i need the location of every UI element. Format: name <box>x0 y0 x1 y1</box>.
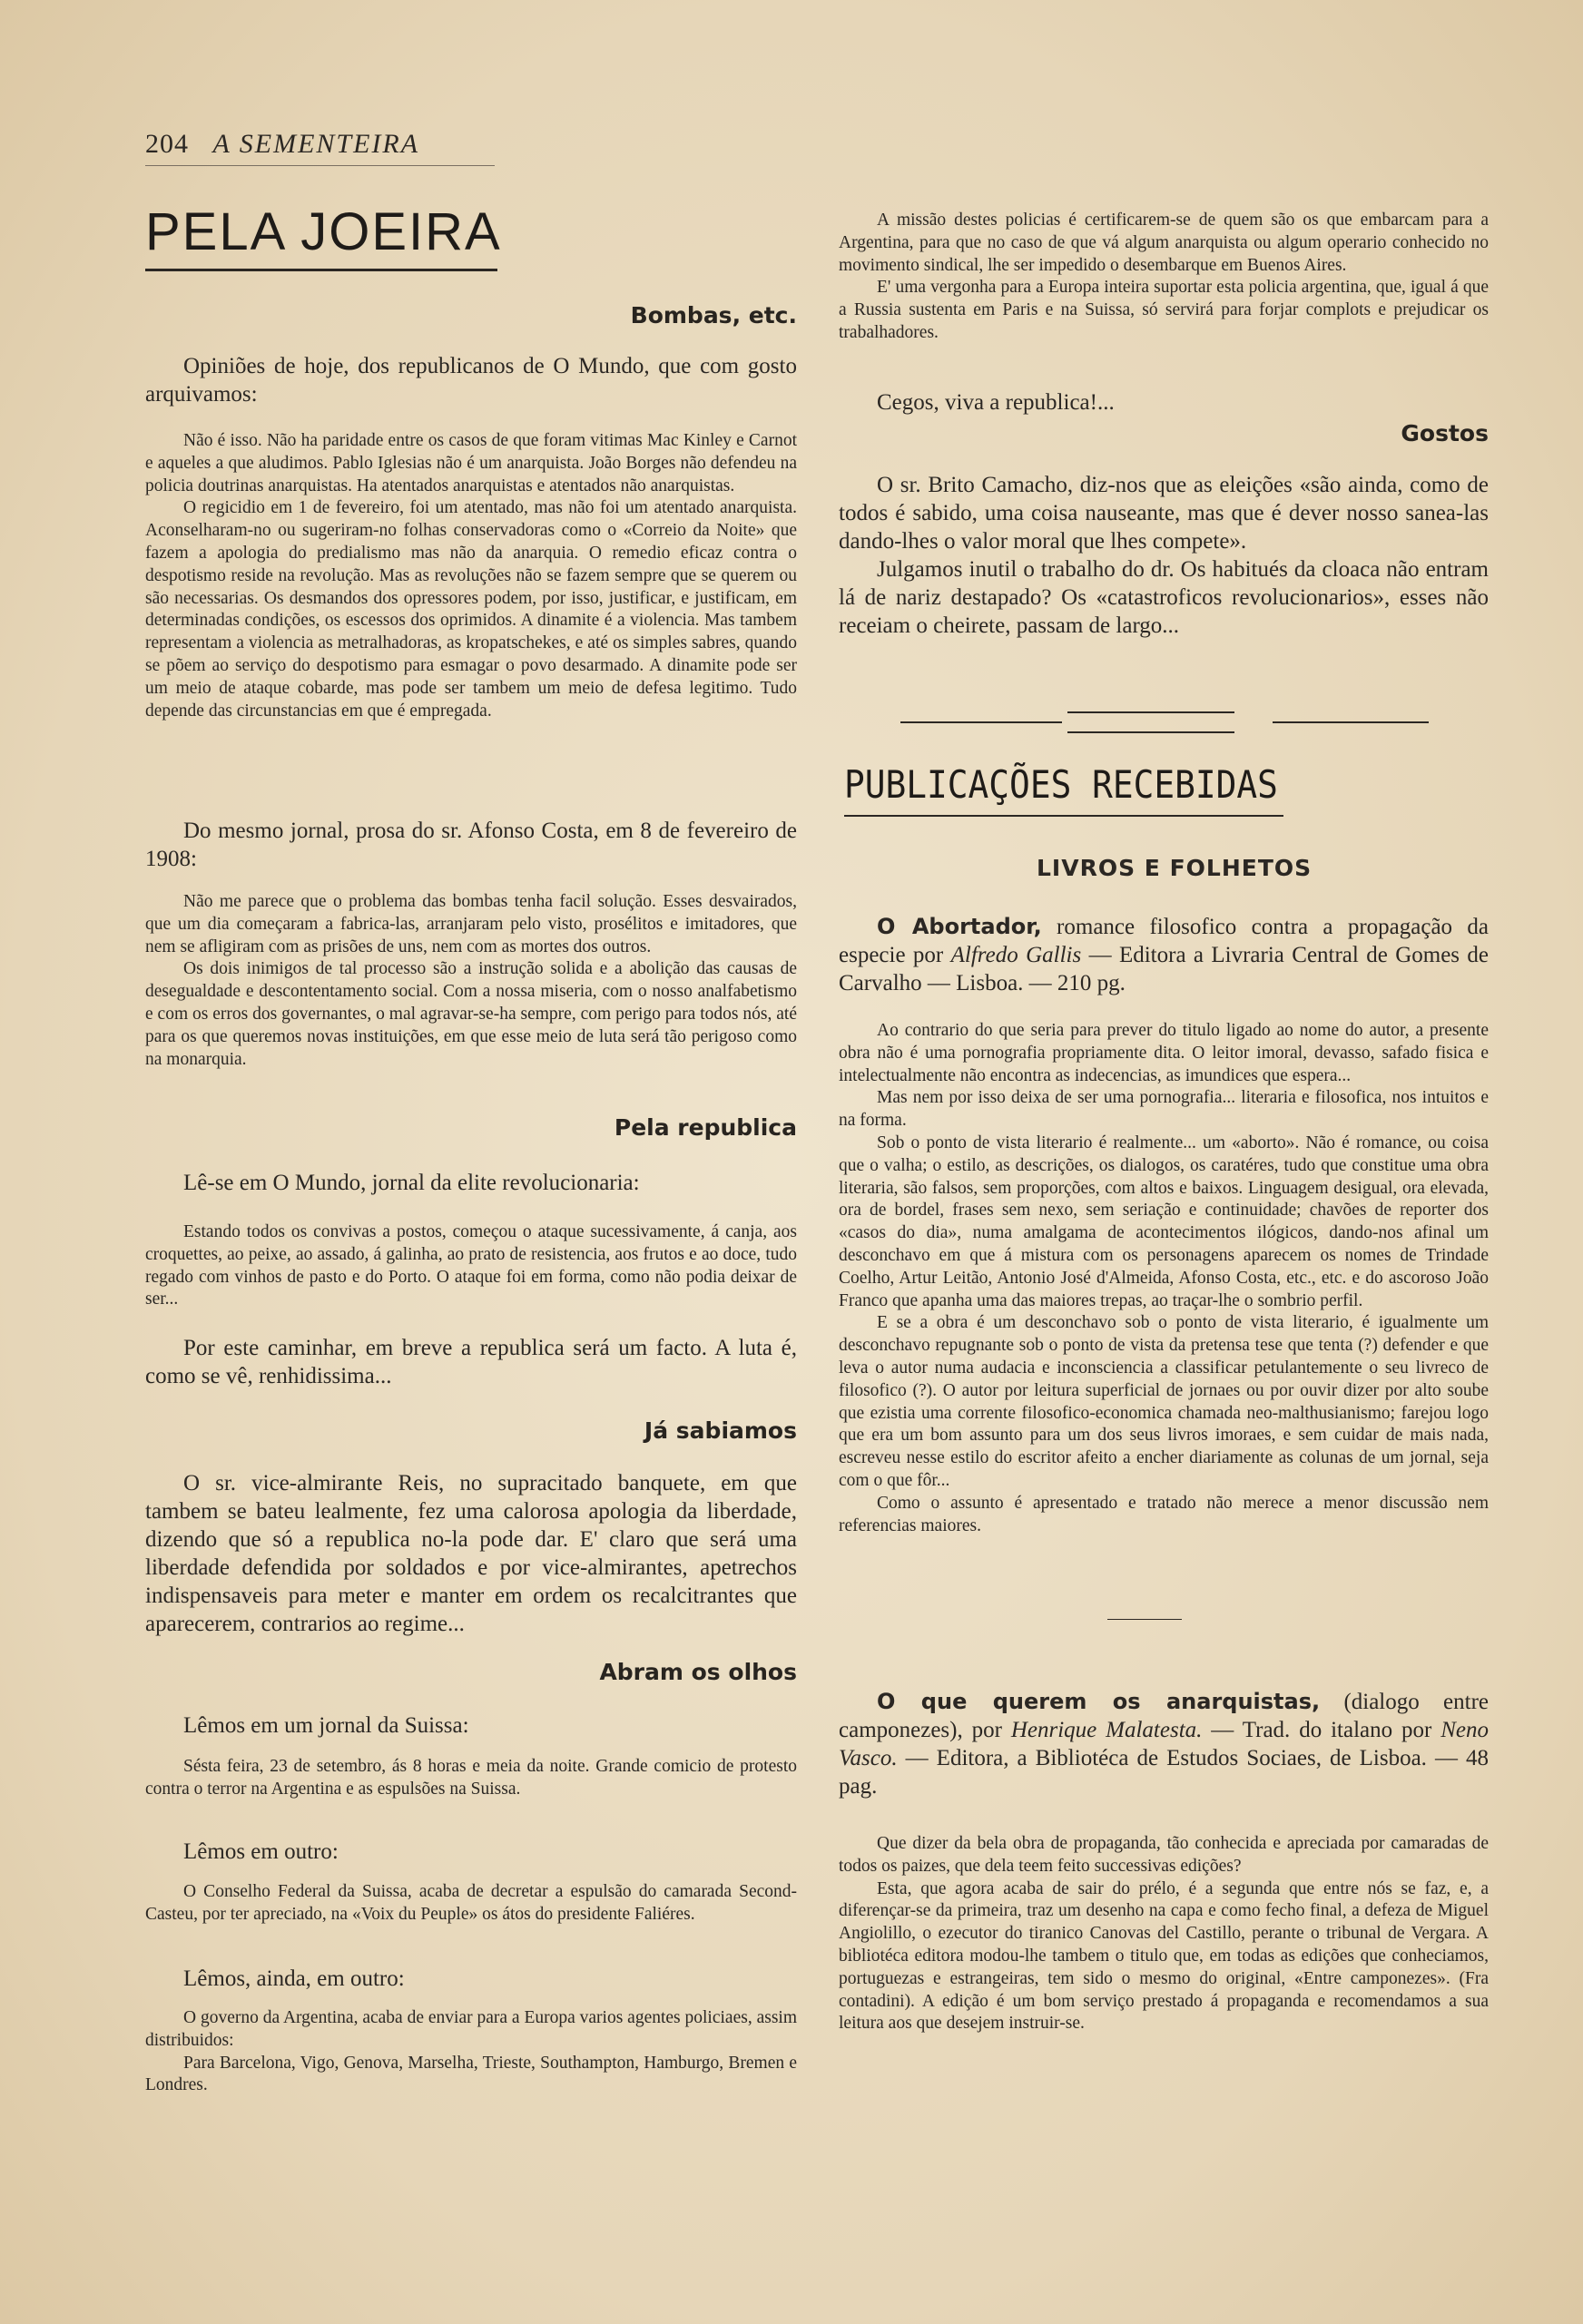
intro-ainda-outro: Lêmos, ainda, em outro: <box>183 1966 405 1991</box>
header-rule <box>145 165 495 166</box>
review-abortador: Ao contrario do que seria para prever do titulo ligado ao nome do autor, a presente obra não é uma pornografia propriamente dita. O leitor imoral, devasso, safado fisica e intelectualmente não encontra as indecencias, as imundices que espera... Mas nem por isso deixa de ser uma pornografia... literaria e filosofica, nos intuitos e na forma. Sob o ponto de vista literario é realmente... um «aborto». Não é romance, ou coisa que o valha; o estilo, as descrições, os dialogos, os caratéres, tudo que constitue uma obra literaria, são falsos, sem proporções, com altos e baixos. Linguagem desigual, ora elevada, ora de bordel, frases sem nexo, sem seriação e continuidade; chavões de reporter dos «casos do dia», numa amalgama de acontecimentos ilógicos, dando-nos afinal um desconchavo em que á mistura com os personagens aparecem os nomes de Trindade Coelho, Artur Leitão, Antonio José d'Almeida, Afonso Costa, etc., etc. e do ascoroso João Franco que apanha uma das maiores trepas, ao traçar-lhe o sombrio perfil. E se a obra é um desconchavo sob o ponto de vista literario, é igualmente um desconchavo repugnante sob o ponto de vista da pretensa tese que tenta (?) defender e que leva o autor numa audacia e inconsciencia a classificar petulantemente o seu livreco de filosofico (?). O autor por leitura superficial de jornaes ou por ouvir dizer por alto soube que ezistia uma corrente filosofico-economica chamada neo-malthusianismo; farejou logo que era um bom assunto para um dos seus livros imoraes, e sem cuidar de mais nada, escreveu nesse estilo do escritor afeito a encher diariamente as colunas de um jornal, seja com o que fôr... Como o assunto é apresentado e tratado não merece a menor discussão nem referencias maiores. <box>839 1021 1489 1535</box>
subheading-livros-folhetos: LIVROS E FOLHETOS <box>1037 855 1313 881</box>
quote-banquete: Estando todos os convivas a postos, começou o ataque sucessivamente, á canja, aos croquettes, ao peixe, ao assado, á galinha, ao prato de resistencia, aos frutos e ao doce, tudo regado com vinhos de pasto e do Porto. O ataque foi em forma, como não podia deixar de ser... <box>145 1222 797 1309</box>
short-rule <box>1107 1619 1182 1620</box>
heading-abram-os-olhos: Abram os olhos <box>599 1659 797 1685</box>
separator-bottom <box>1067 731 1234 733</box>
quote-argentina: O governo da Argentina, acaba de enviar para a Europa varios agentes policiaes, assim distribuidos: Para Barcelona, Vigo, Genova, Marselha, Trieste, Southampton, Hamburgo, Bremen e Londres. <box>145 2008 797 2095</box>
quote-bombas: Não é isso. Não ha paridade entre os casos de que foram vitimas Mac Kinley e Carnot e aqueles a que aludimos. Pablo Iglesias não é um anarquista. João Borges não defendeu na policia doutrinas anarquistas. Ha atentados anarquistas e atentados não anarquistas. O regicidio em 1 de fevereiro, foi um atentado, mas não foi um atentado anarquista. Aconselharam-no ou sugeriram-no folhas conservadoras como o «Correio da Noite» que fazem a apologia do predialismo mas não da anarquia. O remedio eficaz contra o despotismo reside na revolução. Mas as revoluções não se fazem sempre que se querem ou são necessarias. Os desmandos dos opressores podem, por isso, justificar, e justificam, em determinadas condições, os escessos dos oprimidos. A dinamite é a violencia. Mas tambem representam a violencia as metralhadoras, as kropatschekes, e até os simples sabres, quando se põem ao serviço do despotismo para esmagar o povo desarmado. A dinamite pode ser um meio de ataque cobarde, mas pode ser tambem um meio de defesa legitimo. Tudo depende das circunstancias em que é empregada. <box>145 431 797 721</box>
publication-title: A SEMENTEIRA <box>212 129 420 159</box>
title-rule-publicacoes <box>844 815 1283 817</box>
review-anarquistas: Que dizer da bela obra de propaganda, tão conhecida e apreciada por camaradas de todos os paizes, que dela teem feito successivas edições? Esta, que agora acaba de sair do prélo, é a segunda que entre nós se faz, e, a diferençar-se da primeira, traz um desenho na capa e como fecho final, a defeza de Miguel Angiolillo, o ezecutor do tiranico Canovas del Castillo, perante o tribunal de Vergara. A bibliotéca editora modou-lhe tambem o titulo que, em todas as edições que conheciamos, portuguezas e estrangeiras, tem sido o mesmo do original, «Entre camponezes». (Fra contadini). A edição é um bom serviço prestado á propaganda e recomendamos a sua leitura aos que desejem instruir-se. <box>839 1834 1489 2034</box>
title-rule <box>145 269 497 271</box>
page-header <box>145 129 419 160</box>
heading-ja-sabiamos: Já sabiamos <box>644 1417 797 1444</box>
heading-pela-republica: Pela republica <box>614 1114 797 1141</box>
separator-top <box>1067 711 1234 713</box>
intro-outro: Lêmos em outro: <box>183 1839 339 1864</box>
book-entry-anarquistas: O que querem os anarquistas, (dialogo entre camponezes), por Henrique Malatesta. — Trad. do italano por Neno Vasco. — Editora, a Bibliotéca de Estudos Sociaes, de Lisboa. — 48 pag. <box>839 1689 1490 1799</box>
intro-bombas: Opiniões de hoje, dos republicanos de O Mundo, que com gosto arquivamos: <box>145 354 797 407</box>
text-vice-almirante: O sr. vice-almirante Reis, no supracitado banquete, em que tambem se bateu lealmente, fez uma calorosa apologia da liberdade, dizendo que só a republica no-la pode dar. E' claro que será uma liberdade defendida por soldados e por vice-almirantes, apetrechos indispensaveis para meter e manter em ordem os recalcitrantes que aparecerem, contrarios ao regime... <box>145 1471 797 1636</box>
section-title-publicacoes: PUBLICAÇÕES RECEBIDAS <box>844 762 1278 807</box>
intro-o-mundo: Lê-se em O Mundo, jornal da elite revolucionaria: <box>183 1171 640 1195</box>
book-entry-abortador: O Abortador, romance filosofico contra a propagação da especie por Alfredo Gallis — Editora a Livraria Central de Gomes de Carvalho — Lisboa. — 210 pg. <box>839 914 1489 995</box>
page-number: 204 <box>145 129 189 159</box>
heading-bombas: Bombas, etc. <box>630 302 797 328</box>
heading-gostos: Gostos <box>1401 420 1489 446</box>
text-cegos: Cegos, viva a republica!... <box>877 390 1115 415</box>
book-title-abortador: O Abortador, <box>877 914 1042 939</box>
quote-conselho: O Conselho Federal da Suissa, acaba de decretar a espulsão do camarada Second-Casteu, por ter apreciado, na «Voix du Peuple» os átos do presidente Faliéres. <box>145 1882 797 1924</box>
separator-right <box>1273 721 1429 723</box>
section-title-pela-joeira: PELA JOEIRA <box>145 202 502 261</box>
book-title-anarquistas: O que querem os anarquistas, <box>877 1689 1321 1714</box>
text-brito-camacho: O sr. Brito Camacho, diz-nos que as eleições «são ainda, como de todos é sabido, uma coisa nauseante, mas que é dever nosso sanea-las dando-lhes o valor moral que lhes compete». Julgamos inutil o trabalho do dr. Os habitués da cloaca não entram lá de nariz destapado? Os «catastroficos revolucionarios», esses não receiam o cheirete, passam de largo... <box>839 473 1489 638</box>
intro-afonso-costa: Do mesmo jornal, prosa do sr. Afonso Costa, em 8 de fevereiro de 1908: <box>145 819 797 871</box>
quote-afonso-costa: Não me parece que o problema das bombas tenha facil solução. Esses desvairados, que um dia começaram a fabrica-las, arranjaram pelo visto, prosélitos e imitadores, que nem se afligiram com as prisões de uns, nem com as mortes dos outros. Os dois inimigos de tal processo são a instrução solida e a abolição das causas de desegualdade e descontentamento social. Com a nossa miseria, com o nosso analfabetismo e com os erros dos governantes, o mal agravar-se-ha sempre, com perigo para todos nós, até para os que queremos novas instituições, em que esse meio de luta será tão perigoso como na monarquia. <box>145 892 797 1069</box>
quote-comicio: Sésta feira, 23 de setembro, ás 8 horas e meia da noite. Grande comicio de protesto contra o terror na Argentina e as espulsões na Suissa. <box>145 1757 797 1799</box>
quote-policias: A missão destes policias é certificarem-se de quem são os que embarcam para a Argentina, para que no caso de que vá algum anarquista ou algum operario conhecido no movimento sindical, lhe ser impedido o desembarque em Buenos Aires. E' uma vergonha para a Europa inteira suportar esta policia argentina, que, igual á que a Russia sustenta em Paris e na Suissa, só servirá para forjar complots e prejudicar os trabalhadores. <box>839 211 1489 342</box>
separator-left <box>900 721 1062 723</box>
comment-republica: Por este caminhar, em breve a republica será um facto. A luta é, como se vê, renhidissima... <box>145 1336 797 1388</box>
intro-suissa: Lêmos em um jornal da Suissa: <box>183 1713 469 1738</box>
